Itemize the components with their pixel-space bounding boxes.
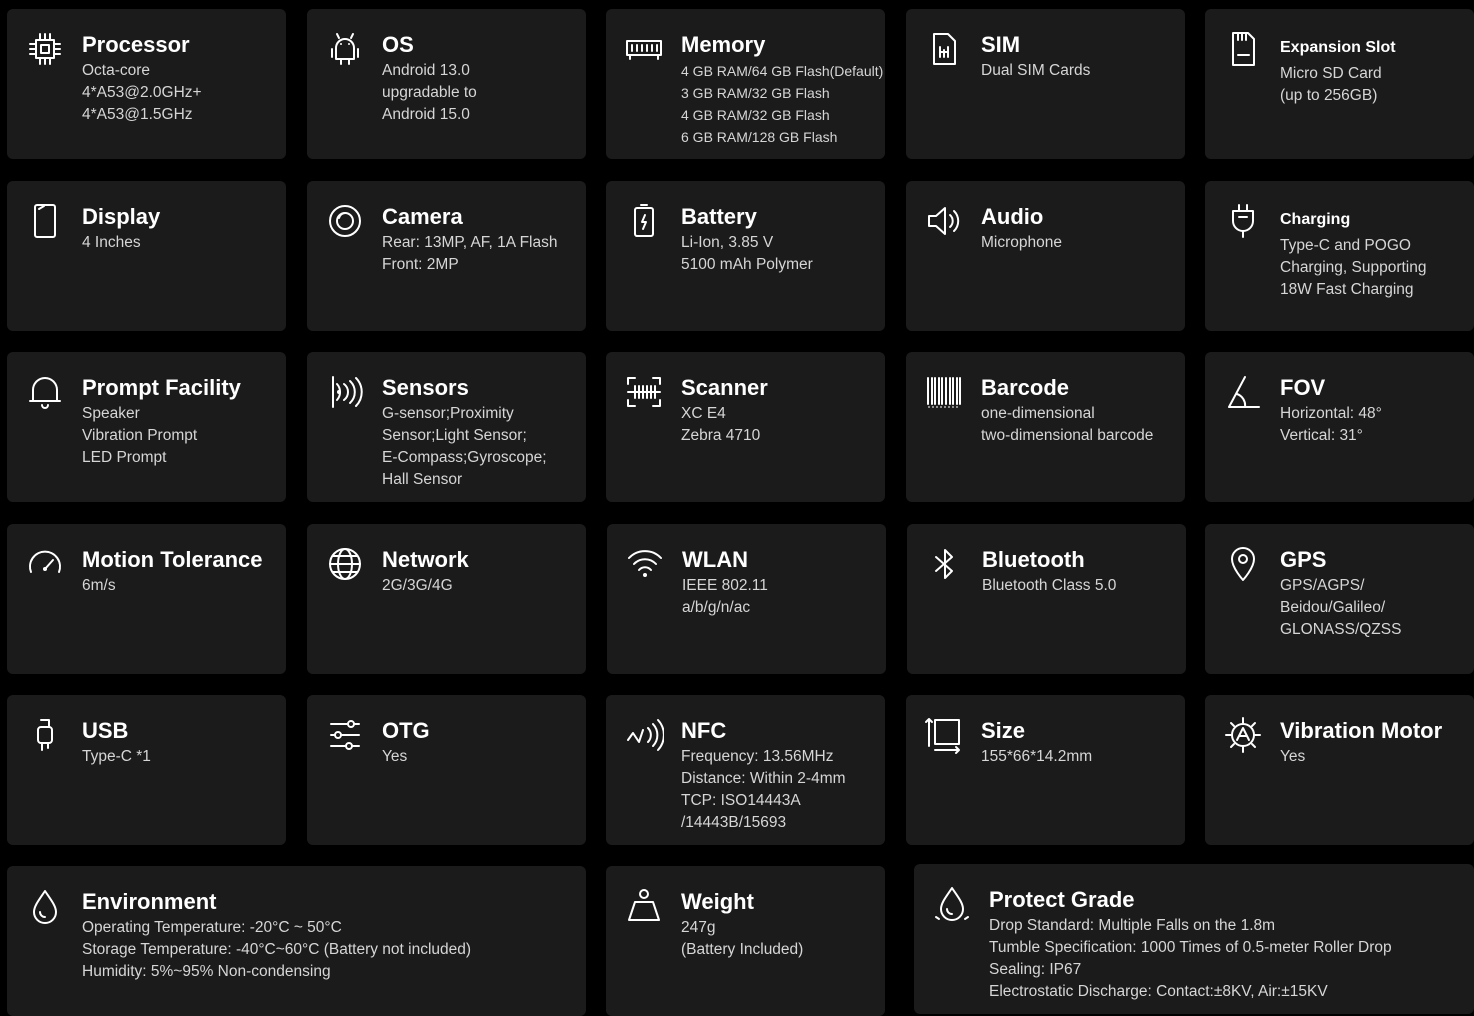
spec-value: Operating Temperature: -20°C ~ 50°C — [82, 919, 342, 936]
spec-value: upgradable to — [382, 84, 477, 101]
spec-value: Yes — [382, 748, 408, 765]
spec-value: a/b/g/n/ac — [682, 599, 751, 616]
spec-value: Type-C and POGO — [1280, 237, 1411, 254]
spec-value: Vibration Prompt — [82, 427, 198, 444]
spec-title: Environment — [82, 889, 217, 914]
spec-value: Dual SIM Cards — [981, 62, 1091, 79]
sensor-waves-icon — [325, 372, 365, 412]
spec-card-processor — [7, 9, 286, 159]
spec-value: Zebra 4710 — [681, 427, 761, 444]
spec-value: Hall Sensor — [382, 471, 463, 488]
spec-title: Prompt Facility — [82, 375, 241, 400]
spec-title: OTG — [382, 718, 430, 743]
sim-card-icon — [924, 29, 964, 69]
spec-title: Weight — [681, 889, 754, 914]
spec-title: USB — [82, 718, 129, 743]
spec-title: Vibration Motor — [1280, 718, 1443, 743]
spec-card-fov — [1205, 352, 1474, 502]
bell-icon — [25, 372, 65, 412]
spec-value: Front: 2MP — [382, 256, 459, 273]
spec-value: 3 GB RAM/32 GB Flash — [681, 85, 830, 101]
spec-value: Type-C *1 — [82, 748, 151, 765]
spec-value: (Battery Included) — [681, 941, 804, 958]
spec-value: 5100 mAh Polymer — [681, 256, 813, 273]
spec-title: Audio — [981, 204, 1044, 229]
spec-value: 2G/3G/4G — [382, 577, 453, 594]
spec-value: Horizontal: 48° — [1280, 405, 1382, 422]
spec-card-protect-grade — [914, 864, 1474, 1014]
spec-value: 247g — [681, 919, 716, 936]
spec-value: Frequency: 13.56MHz — [681, 748, 834, 765]
spec-value: Electrostatic Discharge: Contact:±8KV, Air:±15KV — [989, 983, 1328, 1000]
spec-title: WLAN — [682, 547, 748, 572]
spec-value: E-Compass;Gyroscope; — [382, 449, 547, 466]
spec-value: Charging, Supporting — [1280, 259, 1427, 276]
bluetooth-icon — [925, 544, 965, 584]
wifi-icon — [625, 544, 665, 584]
spec-card-prompt-facility — [7, 352, 286, 502]
spec-title: FOV — [1280, 375, 1326, 400]
vibration-gear-icon — [1223, 715, 1263, 755]
spec-value: 6m/s — [82, 577, 116, 594]
spec-title: Size — [981, 718, 1026, 743]
camera-icon — [325, 201, 365, 241]
spec-value: 18W Fast Charging — [1280, 281, 1414, 298]
spec-value: XC E4 — [681, 405, 726, 422]
spec-value: Android 13.0 — [382, 62, 470, 79]
spec-value: Android 15.0 — [382, 106, 470, 123]
spec-card-vibration-motor — [1205, 695, 1474, 845]
water-drop-shield-icon — [932, 884, 972, 924]
spec-card-usb — [7, 695, 286, 845]
spec-value: Microphone — [981, 234, 1062, 251]
spec-title: OS — [382, 32, 414, 57]
usb-icon — [25, 715, 65, 755]
display-icon — [25, 201, 65, 241]
weight-icon — [624, 886, 664, 926]
water-drop-icon — [25, 886, 65, 926]
spec-value: (up to 256GB) — [1280, 87, 1378, 104]
spec-title: GPS — [1280, 547, 1327, 572]
dimensions-icon — [924, 715, 964, 755]
spec-title: Protect Grade — [989, 887, 1135, 912]
spec-card-environment — [7, 866, 586, 1016]
location-pin-icon — [1223, 544, 1263, 584]
spec-card-weight — [606, 866, 885, 1016]
spec-card-size — [906, 695, 1185, 845]
spec-value: one-dimensional — [981, 405, 1095, 422]
spec-value: GLONASS/QZSS — [1280, 621, 1402, 638]
spec-card-bluetooth — [907, 524, 1186, 674]
spec-card-battery — [606, 181, 885, 331]
charging-plug-icon — [1223, 201, 1263, 241]
spec-value: Tumble Specification: 1000 Times of 0.5-meter Roller Drop — [989, 939, 1392, 956]
spec-card-network — [307, 524, 586, 674]
spec-value: Drop Standard: Multiple Falls on the 1.8m — [989, 917, 1276, 934]
spec-card-charging — [1205, 181, 1474, 331]
spec-value: TCP: ISO14443A — [681, 792, 801, 809]
spec-card-scanner — [606, 352, 885, 502]
speedometer-icon — [25, 544, 65, 584]
angle-icon — [1223, 372, 1263, 412]
spec-value: 4 GB RAM/32 GB Flash — [681, 107, 830, 123]
spec-value: Sensor;Light Sensor; — [382, 427, 527, 444]
spec-card-gps — [1205, 524, 1474, 674]
spec-value: Speaker — [82, 405, 140, 422]
nfc-icon — [624, 715, 664, 755]
spec-card-motion-tolerance — [7, 524, 286, 674]
spec-value: Li-Ion, 3.85 V — [681, 234, 774, 251]
spec-value: Storage Temperature: -40°C~60°C (Battery not included) — [82, 941, 472, 958]
spec-card-otg — [307, 695, 586, 845]
spec-title: Processor — [82, 32, 190, 57]
spec-card-sensors — [307, 352, 586, 502]
spec-card-wlan — [607, 524, 886, 674]
spec-title: Sensors — [382, 375, 469, 400]
spec-title: Memory — [681, 32, 766, 57]
android-icon — [325, 29, 365, 69]
spec-title: Bluetooth — [982, 547, 1085, 572]
spec-value: /14443B/15693 — [681, 814, 787, 831]
spec-card-barcode — [906, 352, 1185, 502]
spec-card-nfc — [606, 695, 885, 845]
spec-title: Barcode — [981, 375, 1070, 400]
spec-value: Octa-core — [82, 62, 151, 79]
spec-card-os — [307, 9, 586, 159]
barcode-icon — [924, 372, 964, 412]
sliders-icon — [325, 715, 365, 755]
sd-card-icon — [1223, 29, 1263, 69]
spec-title: Camera — [382, 204, 463, 229]
spec-value: 4 Inches — [82, 234, 141, 251]
spec-title: Motion Tolerance — [82, 547, 263, 572]
spec-value: 4*A53@2.0GHz+ — [82, 84, 202, 101]
spec-title: Network — [382, 547, 469, 572]
speaker-icon — [924, 201, 964, 241]
spec-title: Scanner — [681, 375, 768, 400]
globe-icon — [325, 544, 365, 584]
battery-icon — [624, 201, 664, 241]
scanner-icon — [624, 372, 664, 412]
spec-title: Charging — [1280, 211, 1351, 228]
spec-title: Display — [82, 204, 161, 229]
spec-title: NFC — [681, 718, 727, 743]
spec-value: 4 GB RAM/64 GB Flash(Default) — [681, 63, 884, 79]
spec-value: Humidity: 5%~95% Non-condensing — [82, 963, 331, 980]
spec-card-audio — [906, 181, 1185, 331]
spec-value: 4*A53@1.5GHz — [82, 106, 193, 123]
spec-value: Yes — [1280, 748, 1306, 765]
spec-card-expansion-slot — [1205, 9, 1474, 159]
spec-value: 155*66*14.2mm — [981, 748, 1093, 765]
spec-value: Beidou/Galileo/ — [1280, 599, 1386, 616]
spec-value: Sealing: IP67 — [989, 961, 1082, 978]
spec-card-memory — [606, 9, 885, 159]
spec-value: LED Prompt — [82, 449, 167, 466]
spec-card-sim — [906, 9, 1185, 159]
processor-icon — [25, 29, 65, 69]
spec-value: 6 GB RAM/128 GB Flash — [681, 129, 838, 145]
spec-value: G-sensor;Proximity — [382, 405, 514, 422]
spec-value: Distance: Within 2-4mm — [681, 770, 846, 787]
spec-title: SIM — [981, 32, 1021, 57]
spec-title: Battery — [681, 204, 757, 229]
spec-title: Expansion Slot — [1280, 39, 1396, 56]
spec-value: Micro SD Card — [1280, 65, 1382, 82]
memory-icon — [624, 29, 664, 69]
spec-value: Rear: 13MP, AF, 1A Flash — [382, 234, 558, 251]
spec-value: GPS/AGPS/ — [1280, 577, 1365, 594]
spec-value: two-dimensional barcode — [981, 427, 1154, 444]
spec-value: IEEE 802.11 — [682, 577, 768, 594]
spec-card-camera — [307, 181, 586, 331]
spec-value: Vertical: 31° — [1280, 427, 1363, 444]
spec-card-display — [7, 181, 286, 331]
spec-value: Bluetooth Class 5.0 — [982, 577, 1117, 594]
